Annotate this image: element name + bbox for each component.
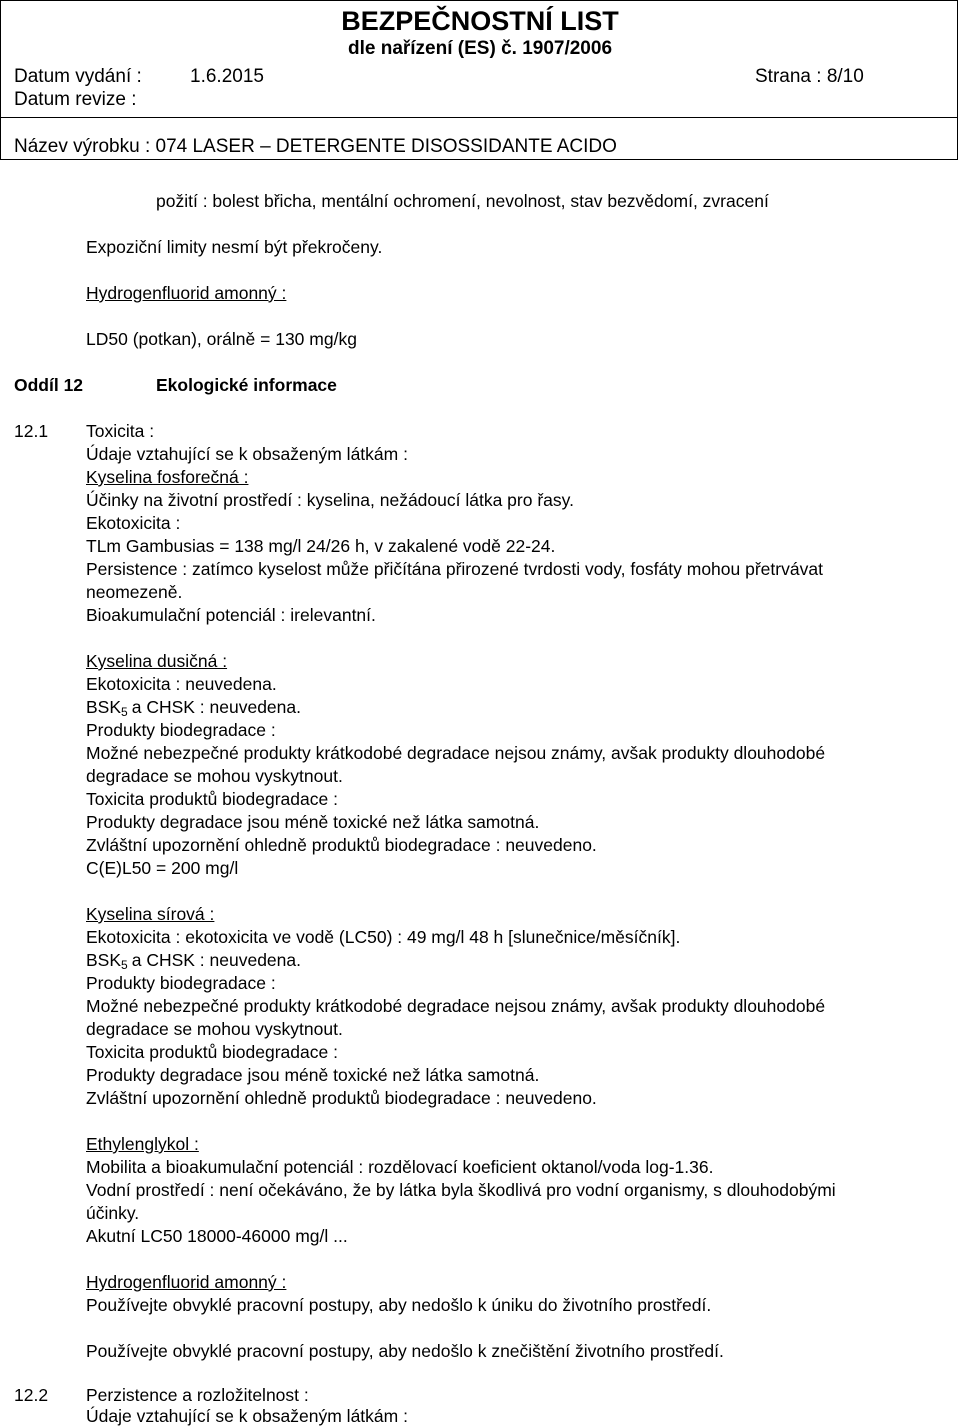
subsection-12-2-title: Perzistence a rozložitelnost : bbox=[86, 1385, 309, 1405]
sulfuric-biodegradation-text-cont: degradace se mohou vyskytnout. bbox=[86, 1019, 343, 1039]
revision-date-label: Datum revize : bbox=[14, 89, 137, 110]
sulfuric-acid-heading: Kyselina sírová : bbox=[86, 904, 215, 924]
phosphoric-bioaccumulation: Bioakumulační potenciál : irelevantní. bbox=[86, 605, 376, 625]
ethylene-glycol-lc50: Akutní LC50 18000-46000 mg/l ... bbox=[86, 1226, 348, 1246]
section-number: Oddíl 12 bbox=[14, 375, 84, 395]
phosphoric-ecotox-label: Ekotoxicita : bbox=[86, 513, 181, 533]
substances-intro: Údaje vztahující se k obsaženým látkám : bbox=[86, 444, 408, 464]
ethylene-glycol-water-cont: účinky. bbox=[86, 1203, 140, 1223]
ethylene-glycol-water: Vodní prostředí : není očekáváno, že by látka byla škodlivá pro vodní organismy, s dlouhodobými bbox=[86, 1180, 836, 1200]
subsection-12-1-number: 12.1 bbox=[14, 421, 49, 441]
sulfuric-toxicity-text: Produkty degradace jsou méně toxické než látka samotná. bbox=[86, 1065, 540, 1085]
phosphoric-persistence-cont: neomezeně. bbox=[86, 582, 183, 602]
ethylene-glycol-heading: Ethylenglykol : bbox=[86, 1134, 199, 1154]
ingestion-symptoms: požití : bolest břicha, mentální ochromení, nevolnost, stav bezvědomí, zvracení bbox=[156, 191, 769, 211]
nitric-bsk: $BSK_5$ a CHSK : neuvedena. bbox=[86, 697, 301, 719]
subsection-12-1-title: Toxicita : bbox=[86, 421, 155, 441]
ld50-value: LD50 (potkan), orálně = 130 mg/kg bbox=[86, 329, 357, 349]
phosphoric-persistence: Persistence : zatímco kyselost může přičítána přirozené tvrdosti vody, fosfáty mohou přetrvávat bbox=[86, 559, 823, 579]
sulfuric-ecotox: Ekotoxicita : ekotoxicita ve vodě (LC50) : 49 mg/l 48 h [slunečnice/měsíčník]. bbox=[86, 927, 681, 947]
phosphoric-tlm: TLm Gambusias = 138 mg/l 24/26 h, v zakalené vodě 22-24. bbox=[86, 536, 556, 556]
sulfuric-note: Zvláštní upozornění ohledně produktů biodegradace : neuvedeno. bbox=[86, 1088, 597, 1108]
general-note: Používejte obvyklé pracovní postupy, aby nedošlo k znečištění životního prostředí. bbox=[86, 1341, 724, 1361]
nitric-ecotox: Ekotoxicita : neuvedena. bbox=[86, 674, 277, 694]
nitric-toxicity-label: Toxicita produktů biodegradace : bbox=[86, 789, 338, 809]
section-title: Ekologické informace bbox=[156, 375, 337, 395]
nitric-biodegradation-text: Možné nebezpečné produkty krátkodobé degradace nejsou známy, avšak produkty dlouhodobé bbox=[86, 743, 826, 763]
nitric-acid-heading: Kyselina dusičná : bbox=[86, 651, 228, 671]
issue-date-value: 1.6.2015 bbox=[190, 66, 264, 87]
phosphoric-environment-effects: Účinky na životní prostředí : kyselina, nežádoucí látka pro řasy. bbox=[86, 490, 574, 510]
nitric-biodegradation-label: Produkty biodegradace : bbox=[86, 720, 276, 740]
header-divider bbox=[0, 117, 958, 118]
hf-text: Používejte obvyklé pracovní postupy, aby nedošlo k úniku do životního prostředí. bbox=[86, 1295, 712, 1315]
issue-date-label: Datum vydání : bbox=[14, 66, 142, 87]
subsection-12-2-intro: Údaje vztahující se k obsaženým látkám : bbox=[86, 1406, 408, 1426]
sulfuric-bsk: $BSK_5$ a CHSK : neuvedena. bbox=[86, 950, 301, 972]
phosphoric-acid-heading: Kyselina fosforečná : bbox=[86, 467, 249, 487]
sulfuric-biodegradation-label: Produkty biodegradace : bbox=[86, 973, 276, 993]
document-subtitle: dle nařízení (ES) č. 1907/2006 bbox=[347, 38, 613, 59]
hf-heading: Hydrogenfluorid amonný : bbox=[86, 1272, 287, 1292]
sulfuric-toxicity-label: Toxicita produktů biodegradace : bbox=[86, 1042, 338, 1062]
nitric-toxicity-text: Produkty degradace jsou méně toxické než látka samotná. bbox=[86, 812, 540, 832]
nitric-biodegradation-text-cont: degradace se mohou vyskytnout. bbox=[86, 766, 343, 786]
nitric-ec50: C(E)L50 = 200 mg/l bbox=[86, 858, 239, 878]
hf-substance-label: Hydrogenfluorid amonný : bbox=[86, 283, 287, 303]
nitric-note: Zvláštní upozornění ohledně produktů biodegradace : neuvedeno. bbox=[86, 835, 597, 855]
sulfuric-biodegradation-text: Možné nebezpečné produkty krátkodobé degradace nejsou známy, avšak produkty dlouhodobé bbox=[86, 996, 826, 1016]
subsection-12-2-number: 12.2 bbox=[14, 1385, 49, 1405]
document-title: BEZPEČNOSTNÍ LIST bbox=[341, 6, 619, 36]
page-number: Strana : 8/10 bbox=[755, 66, 864, 87]
exposure-limits: Expoziční limity nesmí být překročeny. bbox=[86, 237, 383, 257]
product-name: Název výrobku : 074 LASER – DETERGENTE DISOSSIDANTE ACIDO bbox=[14, 136, 617, 157]
ethylene-glycol-mobility: Mobilita a bioakumulační potenciál : rozdělovací koeficient oktanol/voda log-1.36. bbox=[86, 1157, 714, 1177]
